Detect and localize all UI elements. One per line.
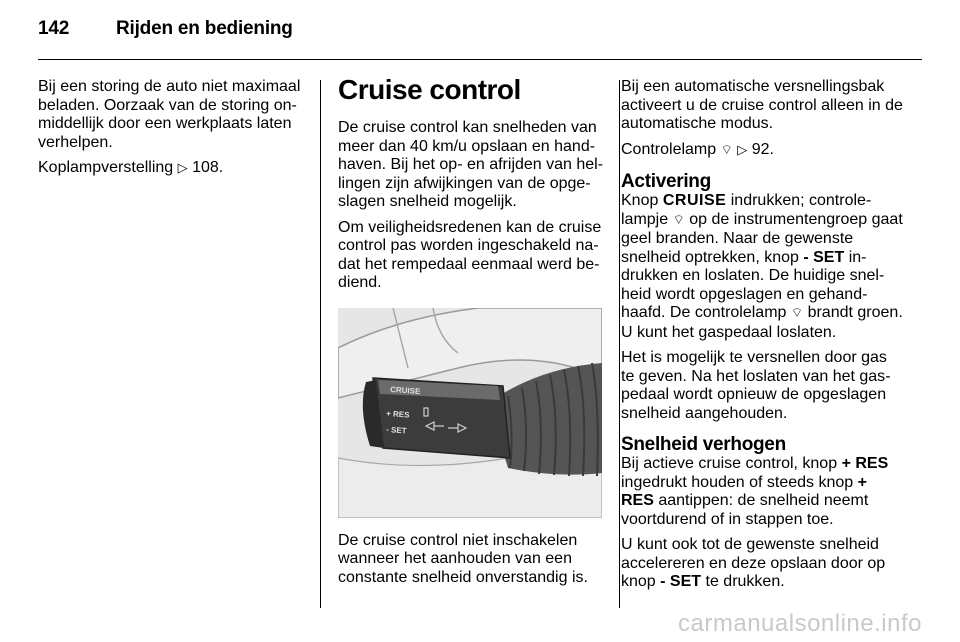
activering-heading: Activering (621, 171, 711, 192)
cruise-key-label: CRUISE (662, 192, 727, 209)
res-key-label: + RES (621, 473, 867, 509)
warning-paragraph: De cruise control niet inschakelen wanneer het aanhouden van een constante snelheid onverstandig is. (338, 531, 588, 586)
column-left (38, 78, 306, 186)
cruise-lever-figure (338, 308, 602, 518)
activering-text-2: indrukken; controlelampje (621, 192, 872, 228)
activering-paragraph (621, 192, 903, 342)
verhogen-heading: Snelheid verhogen (621, 434, 786, 455)
column-divider-1 (320, 80, 321, 608)
res-key-label: + RES (841, 455, 889, 472)
verhogen-text-2: ingedrukt houden of steeds knop (621, 473, 854, 491)
section-title: Cruise control (338, 74, 521, 105)
accelerate-paragraph: Het is mogelijk te versnellen door gas te geven. Na het loslaten van het gaspedaal wordt opnieuw de opgeslagen snelheid aangehouden. (621, 349, 891, 422)
intro-paragraph: De cruise control kan snelheden van meer dan 40 km/u opslaan en handhaven. Bij het op- en afrijden van hellingen zijn afwijkingen van de opgeslagen snelheid mogelijk. (338, 119, 604, 210)
koplamp-text: Koplampverstelling (38, 159, 174, 176)
automatic-paragraph: Bij een automatische versnellingsbak activeert u de cruise control alleen in de automatische modus. (621, 78, 903, 132)
cruise-lamp-icon: ⌔ (720, 142, 733, 158)
controlelamp-text: Controlelamp (621, 140, 717, 158)
koplamp-paragraph (38, 159, 306, 179)
koplamp-page-ref: 108. (192, 159, 224, 176)
activering-text-4: indrukken en loslaten. De huidige snelheid wordt opgeslagen en gehandhaafd. De controlelamp (621, 248, 885, 321)
safety-paragraph: Om veiligheidsredenen kan de cruise control pas worden ingeschakeld nadat het rempedaal eenmaal werd bediend. (338, 218, 602, 291)
column-middle (338, 74, 604, 594)
verhogen-paragraph (621, 455, 903, 529)
column-right (621, 78, 903, 599)
cruise-lamp-icon: ⌔ (790, 306, 804, 321)
cruise-lamp-icon: ⌔ (672, 212, 685, 228)
page-header (38, 18, 293, 40)
store-text-1: U kunt ook tot de gewenste snelheid accelereren en deze opslaan door op knop (621, 536, 886, 590)
store-text-2: te drukken. (705, 573, 785, 590)
figure-label-set: - SET (385, 424, 407, 435)
verhogen-text-1: Bij actieve cruise control, knop (621, 455, 838, 472)
set-key-label: - SET (660, 573, 702, 590)
page-number: 142 (38, 18, 70, 39)
verhogen-text-3: aantippen: de snelheid neemt voortdurend of in stappen toe. (621, 492, 869, 528)
column-divider-2 (619, 80, 620, 608)
watermark: carmanualsonline.info (678, 610, 922, 637)
storing-paragraph: Bij een storing de auto niet maximaal beladen. Oorzaak van de storing onmiddellijk door een werkplaats laten verhelpen. (38, 78, 301, 151)
page-title: Rijden en bediening (116, 18, 293, 39)
controlelamp-paragraph (621, 141, 903, 161)
figure-label-cruise: CRUISE (389, 384, 421, 396)
activering-text-1: Knop (621, 192, 659, 209)
activering-text-3: op de instrumentengroep gaat geel branden. Naar de gewenste snelheid optrekken, knop (621, 210, 903, 266)
cruise-lever-illustration (338, 308, 602, 518)
store-speed-paragraph (621, 536, 903, 592)
set-key-label: - SET (803, 248, 845, 266)
header-rule (38, 59, 922, 60)
controlelamp-page-ref: 92. (751, 140, 774, 158)
activering-text-5: brandt groen. U kunt het gaspedaal loslaten. (621, 304, 903, 341)
figure-label-res: + RES (385, 408, 410, 420)
reference-arrow-icon: ▷ (177, 161, 188, 176)
reference-arrow-icon: ▷ (737, 142, 748, 158)
